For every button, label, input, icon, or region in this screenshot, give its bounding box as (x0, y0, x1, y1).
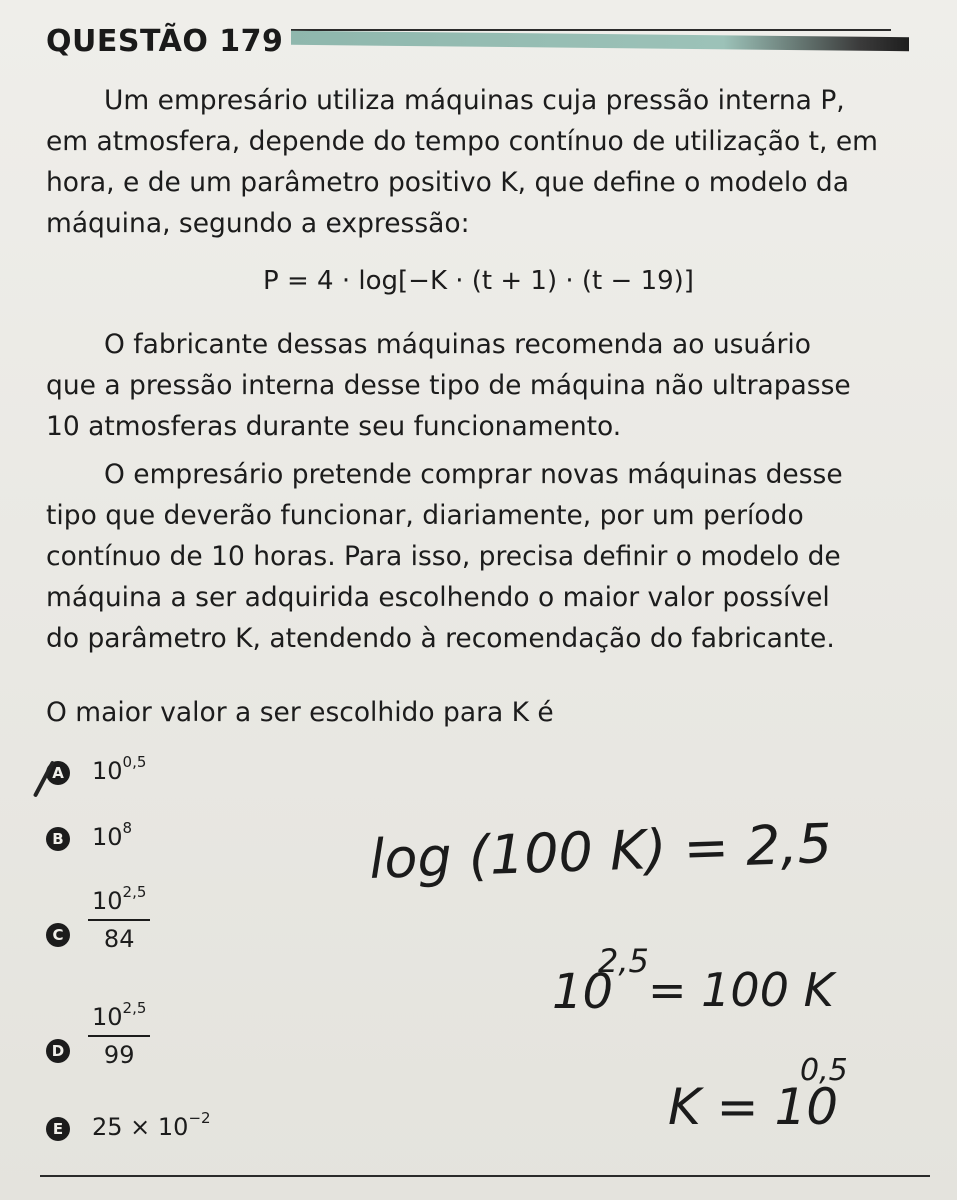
paragraph-line: contínuo de 10 horas. Para isso, precisa definir o modelo de (46, 541, 841, 572)
paragraph-line: máquina a ser adquirida escolhendo o maior valor possível (46, 582, 830, 613)
handwritten-line-2-exp: 2,5 (598, 942, 649, 980)
option-b-badge: B (46, 827, 70, 851)
paragraph-line: hora, e de um parâmetro positivo K, que define o modelo da (46, 167, 849, 198)
paragraph-line: tipo que deverão funcionar, diariamente, por um período (46, 500, 804, 531)
paragraph-line: máquina, segundo a expressão: (46, 208, 470, 239)
paragraph-line: do parâmetro K, atendendo à recomendação do fabricante. (46, 623, 835, 654)
question-prompt: O maior valor a ser escolhido para K é (46, 697, 554, 728)
question-title: QUESTÃO 179 (46, 24, 284, 59)
handwritten-line-3: K = 10 (668, 1078, 839, 1136)
option-c-fraction: $\frac{10^{2,5}}{84}$ (88, 887, 150, 953)
paragraph-line: Um empresário utiliza máquinas cuja pressão interna P, (104, 85, 845, 116)
handwritten-line-2-base: 10 (552, 964, 614, 1020)
paragraph-line: em atmosfera, depende do tempo contínuo de utilização t, em (46, 126, 878, 157)
option-a-badge: A (46, 761, 70, 785)
option-d-fraction: $\frac{10^{2,5}}{99}$ (88, 1003, 150, 1069)
paragraph-line: que a pressão interna desse tipo de máquina não ultrapasse (46, 370, 851, 401)
paragraph-line: 10 atmosferas durante seu funcionamento. (46, 411, 622, 442)
paragraph-line: O empresário pretende comprar novas máquinas desse (104, 459, 843, 490)
formula-text: P = 4 · log[−K · (t + 1) · (t − 19)] (263, 266, 694, 296)
handwritten-line-2-rest: = 100 K (648, 963, 834, 1017)
option-e-text: $25 \times 10^{-2}$ (92, 1109, 211, 1141)
option-c-badge: C (46, 923, 70, 947)
option-e-badge: E (46, 1117, 70, 1141)
option-b-text: $10^8$ (92, 819, 133, 851)
bottom-rule (40, 1175, 930, 1177)
option-a-text: 10$^{0,5}$ (92, 753, 147, 785)
handwritten-line-3-exp: 0,5 (800, 1053, 848, 1088)
handwritten-line-1: log (100 K) = 2,5 (368, 811, 833, 891)
paragraph-line: O fabricante dessas máquinas recomenda ao usuário (104, 329, 811, 360)
option-d-badge: D (46, 1039, 70, 1063)
